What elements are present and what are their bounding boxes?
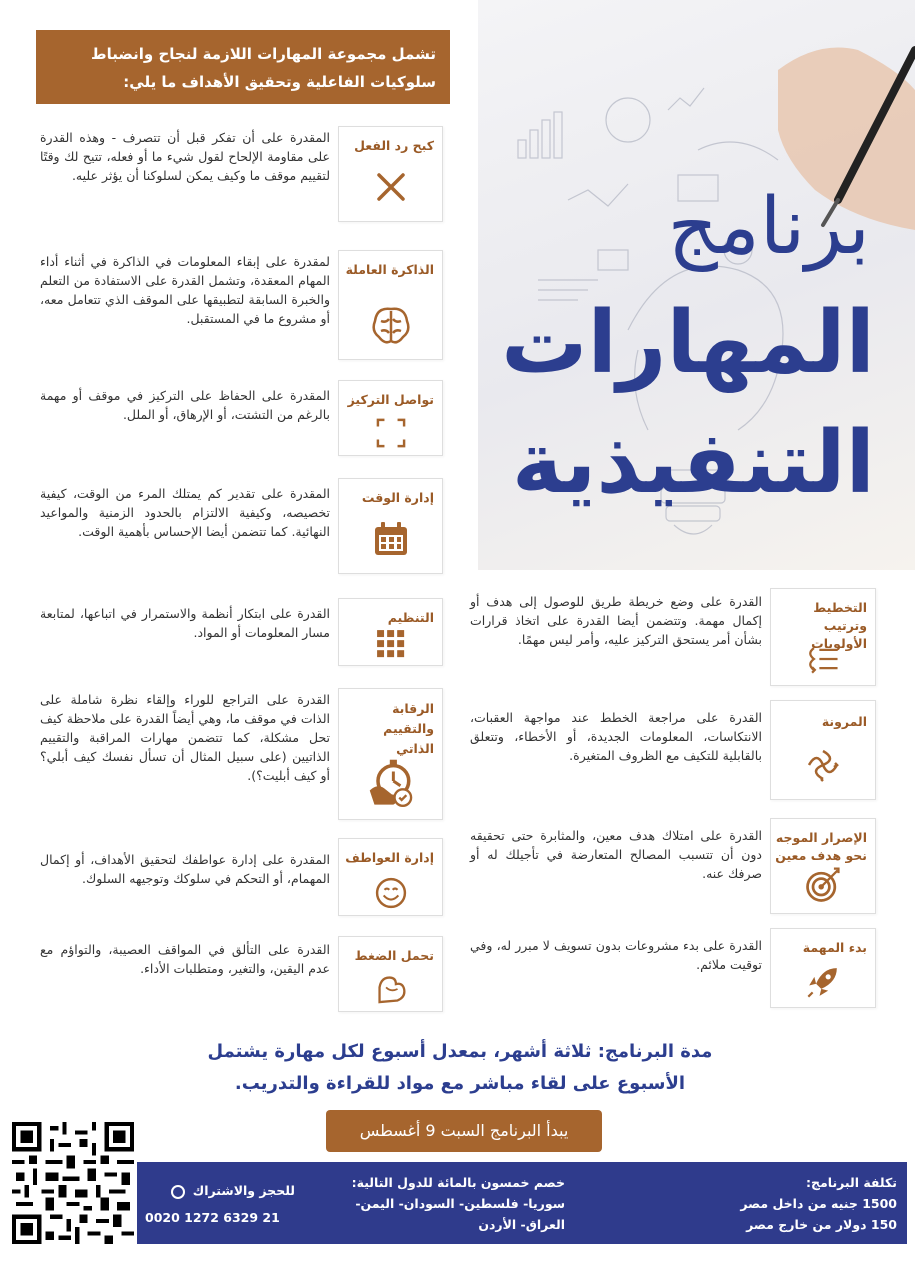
- discount-line1: سوريا- فلسطين- السودان- اليمن-: [355, 1196, 565, 1211]
- skill-card-working-memory: [338, 250, 443, 360]
- skill-card-time-management: [338, 478, 443, 574]
- intro-banner: تشمل مجموعة المهارات اللازمة لنجاح وانضباط سلوكيات الفاعلية وتحقيق الأهداف ما يلي:: [36, 30, 450, 104]
- duration-line2: الأسبوع على لقاء مباشر مع مواد للقراءة والتدريب.: [234, 1073, 686, 1094]
- discount-block: [297, 1172, 565, 1235]
- discount-title: خصم خمسون بالمائة للدول التالية:: [351, 1175, 565, 1190]
- phone-number[interactable]: 0020 1272 6329 21: [145, 1210, 280, 1225]
- cost-abroad: 150 دولار من خارج مصر: [746, 1217, 897, 1232]
- skill-card-inhibition: [338, 126, 443, 222]
- target-icon: [803, 865, 843, 905]
- skill-desc: القدرة على مراجعة الخطط عند مواجهة العقبات، الانتكاسات، المعلومات الجديدة، أو الأخطاء، وتتعلق بالقابلية للتكيف مع الظروف المتغيرة.: [470, 710, 762, 763]
- skill-desc: القدرة على ابتكار أنظمة والاستمرار في اتباعها، لمتابعة مسار المعلومات أو المواد.: [40, 606, 330, 640]
- flex-arrows-icon: [801, 743, 845, 787]
- skill-desc: القدرة على التراجع للوراء وإلقاء نظرة شاملة على الذات في موقف ما، وهي أيضاً القدرة على ملاحظة كيف تحل مشكلة، كما تتضمن مهارات المراقبة والتقييم الذاتيين (على سبيل المثال أن تسأل نفسك كيف أبلي؟ أو كيف أبليت؟).: [40, 692, 330, 783]
- skill-desc: المقدرة على الحفاظ على التركيز في موقف أو مهمة بالرغم من التشتت، أو الإرهاق، أو الملل.: [40, 388, 330, 422]
- skill-label: إدارة العواطف: [345, 850, 434, 865]
- booking-block: [145, 1180, 295, 1228]
- priority-list-icon: [803, 639, 843, 679]
- grid-icon: [374, 627, 408, 661]
- stopwatch-hand-icon: [365, 755, 417, 807]
- focus-frame-icon: [373, 415, 409, 451]
- cross-icon: [369, 165, 413, 209]
- rocket-icon: [804, 963, 842, 1001]
- qr-code: [12, 1122, 134, 1244]
- skill-card-focus: [338, 380, 443, 456]
- skill-label: الرقابة والتقييم الذاتي: [383, 701, 434, 756]
- flex-arm-icon: [373, 971, 409, 1007]
- skill-label: التخطيط وترتيب الأولويات: [811, 600, 867, 651]
- program-duration: [120, 1036, 800, 1100]
- skill-label: الإصرار الموجه نحو هدف معين: [775, 830, 867, 863]
- hero-image: [478, 0, 915, 570]
- skill-card-stress-tolerance: [338, 936, 443, 1012]
- skill-desc: القدرة على امتلاك هدف معين، والمثابرة حتى تحقيقه دون أن تتسبب المصالح المتعارضة في تأجيلك له أو صرفك عنه.: [470, 828, 762, 881]
- skill-label: بدء المهمة: [802, 940, 867, 955]
- cost-title: تكلفة البرنامج:: [806, 1175, 897, 1190]
- hero-title-line1: برنامج: [667, 182, 870, 272]
- skill-card-emotions: [338, 838, 443, 916]
- skill-label: تواصل التركيز: [347, 392, 434, 407]
- smiley-icon: [373, 875, 409, 911]
- skill-card-goal-persistence: [770, 818, 876, 914]
- skill-card-flexibility: [770, 700, 876, 800]
- skill-card-planning: [770, 588, 876, 686]
- skill-card-task-initiation: [770, 928, 876, 1008]
- hero-title-line2: المهارات: [501, 293, 875, 393]
- skill-label: كبح رد الفعل: [354, 138, 434, 153]
- skill-desc: القدرة على التألق في المواقف العصيبة، والتواؤم مع عدم اليقين، والتغير، ومتطلبات الأداء.: [40, 942, 330, 976]
- start-date-banner: يبدأ البرنامج السبت 9 أغسطس: [326, 1110, 602, 1152]
- booking-row: [145, 1180, 295, 1201]
- skill-desc: المقدرة على أن تفكر قبل أن تتصرف - وهذه القدرة على مقاومة الإلحاح لقول شيء ما أو فعله، تتيح لك وقتًا لتقييم موقف ما وكيف يمكن لسلوكنا أن يؤثر عليه.: [40, 130, 330, 183]
- skill-desc: المقدرة على تقدير كم يمتلك المرء من الوقت، كيفية تخصيصه، وكيفية الالتزام بالحدود الزمنية والمواعيد النهائية. كما تتضمن أيضا الإحساس بأهمية الوقت.: [40, 486, 330, 539]
- brain-icon: [369, 303, 413, 347]
- skill-desc: لمقدرة على إبقاء المعلومات في الذاكرة في أثناء أداء المهام المعقدة، وتشمل القدرة على الاستفادة من التعلم والخبرة السابقة لتطبيقها على الموقف الذي تتعامل معه، أو مشروع ما في المستقبل.: [40, 254, 330, 326]
- hero-title-line3: التنفيذية: [511, 413, 875, 513]
- skill-label: المرونة: [821, 714, 867, 729]
- skill-label: تحمل الضغط: [354, 948, 434, 963]
- cost-egypt: 1500 جنيه من داخل مصر: [740, 1196, 897, 1211]
- duration-line1: مدة البرنامج: ثلاثة أشهر، بمعدل أسبوع لكل مهارة يشتمل: [207, 1041, 713, 1062]
- skill-card-self-monitoring: [338, 688, 443, 820]
- footer-bar: [137, 1162, 907, 1244]
- skill-label: الذاكرة العاملة: [345, 262, 434, 277]
- skill-desc: القدرة على وضع خريطة طريق للوصول إلى هدف أو إكمال مهمة. وتتضمن أيضا القدرة على اتخاذ قرارات بشأن أمر يستحق التركيز عليه، وأمر ليس مهمًا.: [470, 594, 762, 647]
- discount-line2: العراق- الأردن: [478, 1217, 565, 1232]
- skill-label: إدارة الوقت: [361, 490, 434, 505]
- skill-desc: القدرة على بدء مشروعات بدون تسويف لا مبرر له، وفي توقيت ملائم.: [470, 938, 762, 972]
- whatsapp-icon: [171, 1185, 185, 1199]
- skill-card-organization: [338, 598, 443, 666]
- skill-label: التنظيم: [387, 610, 434, 625]
- skill-desc: المقدرة على إدارة عواطفك لتحقيق الأهداف، أو إكمال المهمام، أو التحكم في سلوكك وتوجيهه السلوك.: [40, 852, 330, 886]
- booking-label: للحجز والاشتراك: [192, 1183, 295, 1198]
- calendar-icon: [369, 517, 413, 561]
- cost-block: [707, 1172, 897, 1235]
